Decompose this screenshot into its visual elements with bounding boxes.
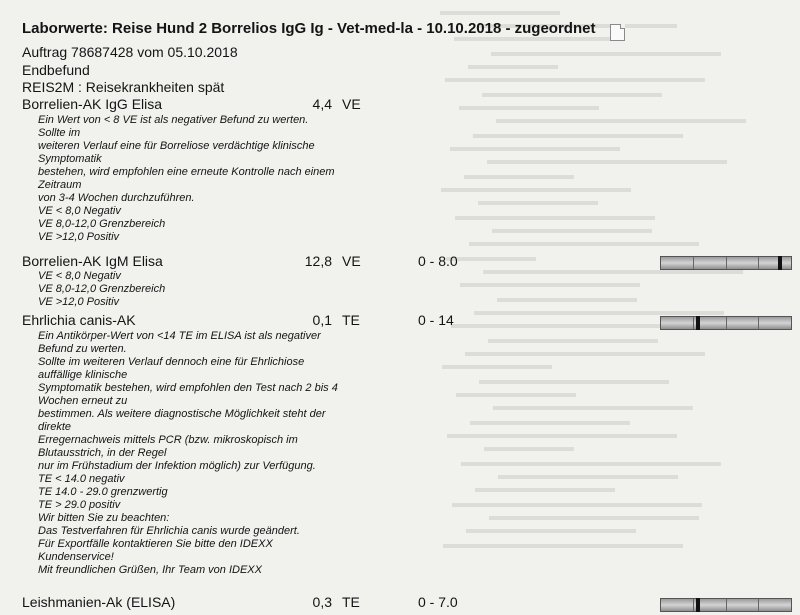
note-line: VE >12,0 Positiv — [38, 296, 120, 308]
note-line: weiteren Verlauf eine für Borreliose verdächtige klinische — [38, 140, 315, 152]
note-line: TE 14.0 - 29.0 grenzwertig — [38, 486, 168, 498]
bleed-through-line — [440, 11, 560, 15]
bleed-through-line — [482, 93, 662, 97]
note-line: Wir bitten Sie zu beachten: — [38, 512, 170, 524]
note-line: TE < 14.0 negativ — [38, 473, 125, 485]
bleed-through-line — [484, 447, 574, 451]
note-line: Ein Wert von < 8 VE ist als negativer Befund zu werten. — [38, 114, 309, 126]
bleed-through-line — [498, 475, 678, 479]
bleed-through-line — [478, 201, 598, 205]
note-line: Wochen erneut zu — [38, 395, 128, 407]
note-line: Symptomatik — [38, 153, 102, 165]
bleed-through-line — [441, 188, 631, 192]
note-line: bestimmen. Als weitere diagnostische Möglichkeit steht der — [38, 408, 326, 420]
note-line: Symptomatik bestehen, wird empfohlen den Test nach 2 bis 4 — [38, 382, 338, 394]
test-value: 12,8 — [304, 253, 332, 269]
test-name: Borrelien-AK IgM Elisa — [22, 253, 163, 269]
result-gauge-marker — [696, 316, 700, 330]
bleed-through-line — [450, 147, 620, 151]
note-line: bestehen, wird empfohlen eine erneute Kontrolle nach einem — [38, 166, 335, 178]
order-line: Auftrag 78687428 vom 05.10.2018 — [22, 44, 238, 60]
bleed-through-line — [454, 37, 614, 41]
note-line: VE < 8,0 Negativ — [38, 270, 121, 282]
note-line: Mit freundlichen Grüßen, Ihr Team von IDEXX — [38, 564, 262, 576]
report-status: Endbefund — [22, 62, 90, 78]
bleed-through-line — [496, 119, 746, 123]
note-line: Blutausstrich, in der Regel — [38, 447, 167, 459]
note-line: VE 8,0-12,0 Grenzbereich — [38, 283, 166, 295]
note-line: von 3-4 Wochen durchzuführen. — [38, 192, 195, 204]
note-line: VE 8,0-12,0 Grenzbereich — [38, 218, 166, 230]
note-line: VE < 8,0 Negativ — [38, 205, 121, 217]
test-unit: TE — [342, 594, 360, 610]
bleed-through-line — [470, 421, 630, 425]
bleed-through-line — [461, 462, 721, 466]
bleed-through-line — [491, 52, 721, 56]
test-notes — [38, 270, 165, 309]
reference-range: 0 - 8.0 — [418, 253, 458, 269]
test-name: Borrelien-AK IgG Elisa — [22, 96, 163, 112]
note-line: direkte — [38, 421, 72, 433]
bleed-through-line — [475, 488, 615, 492]
result-gauge-marker — [696, 598, 700, 612]
result-gauge — [660, 316, 792, 330]
note-line: auffällige klinische — [38, 369, 128, 381]
bleed-through-line — [488, 339, 658, 343]
test-notes — [38, 114, 335, 244]
document-icon[interactable] — [610, 24, 625, 41]
test-name: Leishmanien-Ak (ELISA) — [22, 594, 176, 610]
bleed-through-line — [483, 270, 743, 274]
bleed-through-line — [445, 78, 705, 82]
test-value: 0,3 — [312, 594, 332, 610]
note-line: Das Testverfahren für Ehrlichia canis wurde geändert. — [38, 525, 300, 537]
panel-line: REIS2M : Reisekrankheiten spät — [22, 79, 225, 95]
test-value: 0,1 — [312, 312, 332, 328]
note-line: Sollte im weiteren Verlauf dennoch eine für Ehrlichiose — [38, 356, 305, 368]
bleed-through-line — [465, 352, 705, 356]
note-line: TE > 29.0 positiv — [38, 499, 121, 511]
result-gauge-marker — [778, 256, 782, 270]
test-name: Ehrlichia canis-AK — [22, 312, 136, 328]
bleed-through-line — [447, 434, 677, 438]
bleed-through-line — [468, 65, 558, 69]
test-unit: TE — [342, 312, 360, 328]
bleed-through-line — [479, 380, 669, 384]
result-gauge — [660, 598, 792, 612]
bleed-through-line — [497, 298, 637, 302]
bleed-through-line — [460, 283, 640, 287]
bleed-through-line — [443, 544, 683, 548]
reference-range: 0 - 14 — [418, 312, 454, 328]
report-title: Laborwerte: Reise Hund 2 Borrelios IgG Ig - Vet-med-la - 10.10.2018 - zugeordnet — [22, 20, 596, 37]
note-line: Ein Antikörper-Wert von <14 TE im ELISA ist als negativer — [38, 330, 321, 342]
test-unit: VE — [342, 96, 361, 112]
bleed-through-line — [469, 242, 699, 246]
bleed-through-line — [487, 160, 727, 164]
note-line: nur im Frühstadium der Infektion möglich) zur Verfügung. — [38, 460, 316, 472]
bleed-through-line — [456, 393, 576, 397]
note-line: VE >12,0 Positiv — [38, 231, 120, 243]
bleed-through-line — [473, 134, 683, 138]
note-line: Für Exportfälle kontaktieren Sie bitte den IDEXX — [38, 538, 273, 550]
bleed-through-texture — [440, 0, 800, 615]
note-line: Zeitraum — [38, 179, 82, 191]
note-line: Befund zu werten. — [38, 343, 127, 355]
bleed-through-line — [489, 516, 699, 520]
bleed-through-line — [464, 175, 574, 179]
note-line: Kundenservice! — [38, 551, 114, 563]
test-notes — [38, 330, 338, 577]
test-unit: VE — [342, 253, 361, 269]
bleed-through-line — [452, 503, 702, 507]
bleed-through-line — [492, 229, 652, 233]
note-line: Sollte im — [38, 127, 81, 139]
result-gauge — [660, 256, 792, 270]
bleed-through-line — [446, 257, 536, 261]
bleed-through-line — [493, 406, 693, 410]
bleed-through-line — [466, 529, 636, 533]
bleed-through-line — [451, 324, 661, 328]
bleed-through-line — [442, 365, 552, 369]
bleed-through-line — [474, 311, 724, 315]
note-line: Erregernachweis mittels PCR (bzw. mikroskopisch im — [38, 434, 298, 446]
bleed-through-line — [455, 216, 655, 220]
test-value: 4,4 — [312, 96, 332, 112]
reference-range: 0 - 7.0 — [418, 594, 458, 610]
bleed-through-line — [459, 106, 599, 110]
